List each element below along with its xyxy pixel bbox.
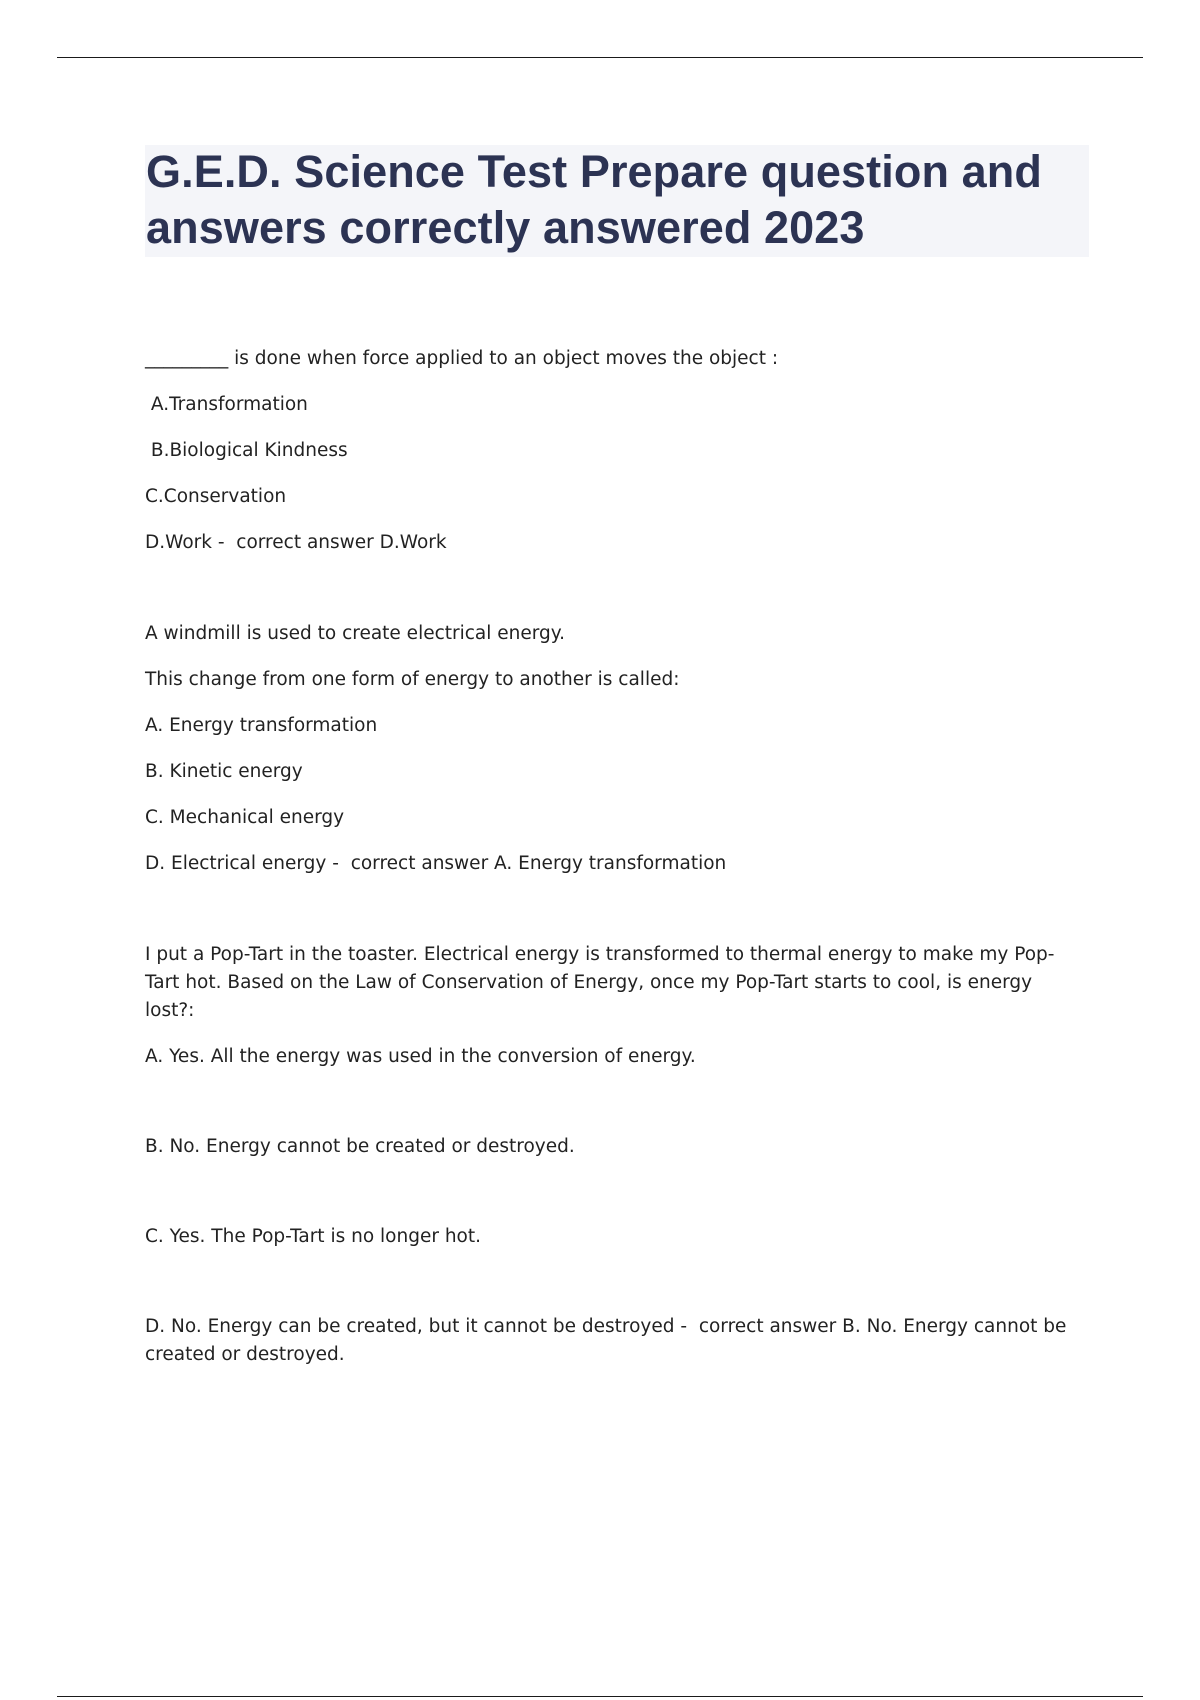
question-2 xyxy=(145,620,1075,878)
answer-option-with-correct-answer: D. No. Energy can be created, but it cannot be destroyed - correct answer B. No. Energy cannot be created or destroyed. xyxy=(145,1316,1073,1365)
answer-option: A. Energy transformation xyxy=(145,715,378,736)
answer-option-with-correct-answer: D.Work - correct answer D.Work xyxy=(145,532,447,553)
footer-rule xyxy=(57,1696,1143,1697)
answer-option: C. Yes. The Pop-Tart is no longer hot. xyxy=(145,1226,481,1247)
answer-option: C. Mechanical energy xyxy=(145,807,345,828)
question-prompt: A windmill is used to create electrical energy. xyxy=(145,623,565,644)
header-rule xyxy=(57,57,1143,58)
answer-option: A. Yes. All the energy was used in the conversion of energy. xyxy=(145,1046,696,1067)
answer-option: B. Kinetic energy xyxy=(145,761,303,782)
answer-option: B. No. Energy cannot be created or destroyed. xyxy=(145,1136,575,1157)
answer-option-with-correct-answer: D. Electrical energy - correct answer A. Energy transformation xyxy=(145,853,727,874)
answer-option: A.Transformation xyxy=(145,394,308,415)
document-title: G.E.D. Science Test Prepare question and answers correctly answered 2023 xyxy=(146,146,1042,253)
question-3 xyxy=(145,941,1075,1369)
question-prompt: I put a Pop-Tart in the toaster. Electrical energy is transformed to thermal energy to make my Pop-Tart hot. Based on the Law of Conservation of Energy, once my Pop-Tart starts to cool, is energy lost?: xyxy=(145,944,1055,1021)
answer-option: B.Biological Kindness xyxy=(145,440,348,461)
answer-option: C.Conservation xyxy=(145,486,287,507)
document-body xyxy=(145,345,1075,1369)
question-1 xyxy=(145,345,1075,557)
question-prompt: _________ is done when force applied to an object moves the object : xyxy=(145,348,779,369)
question-prompt: This change from one form of energy to another is called: xyxy=(145,669,680,690)
